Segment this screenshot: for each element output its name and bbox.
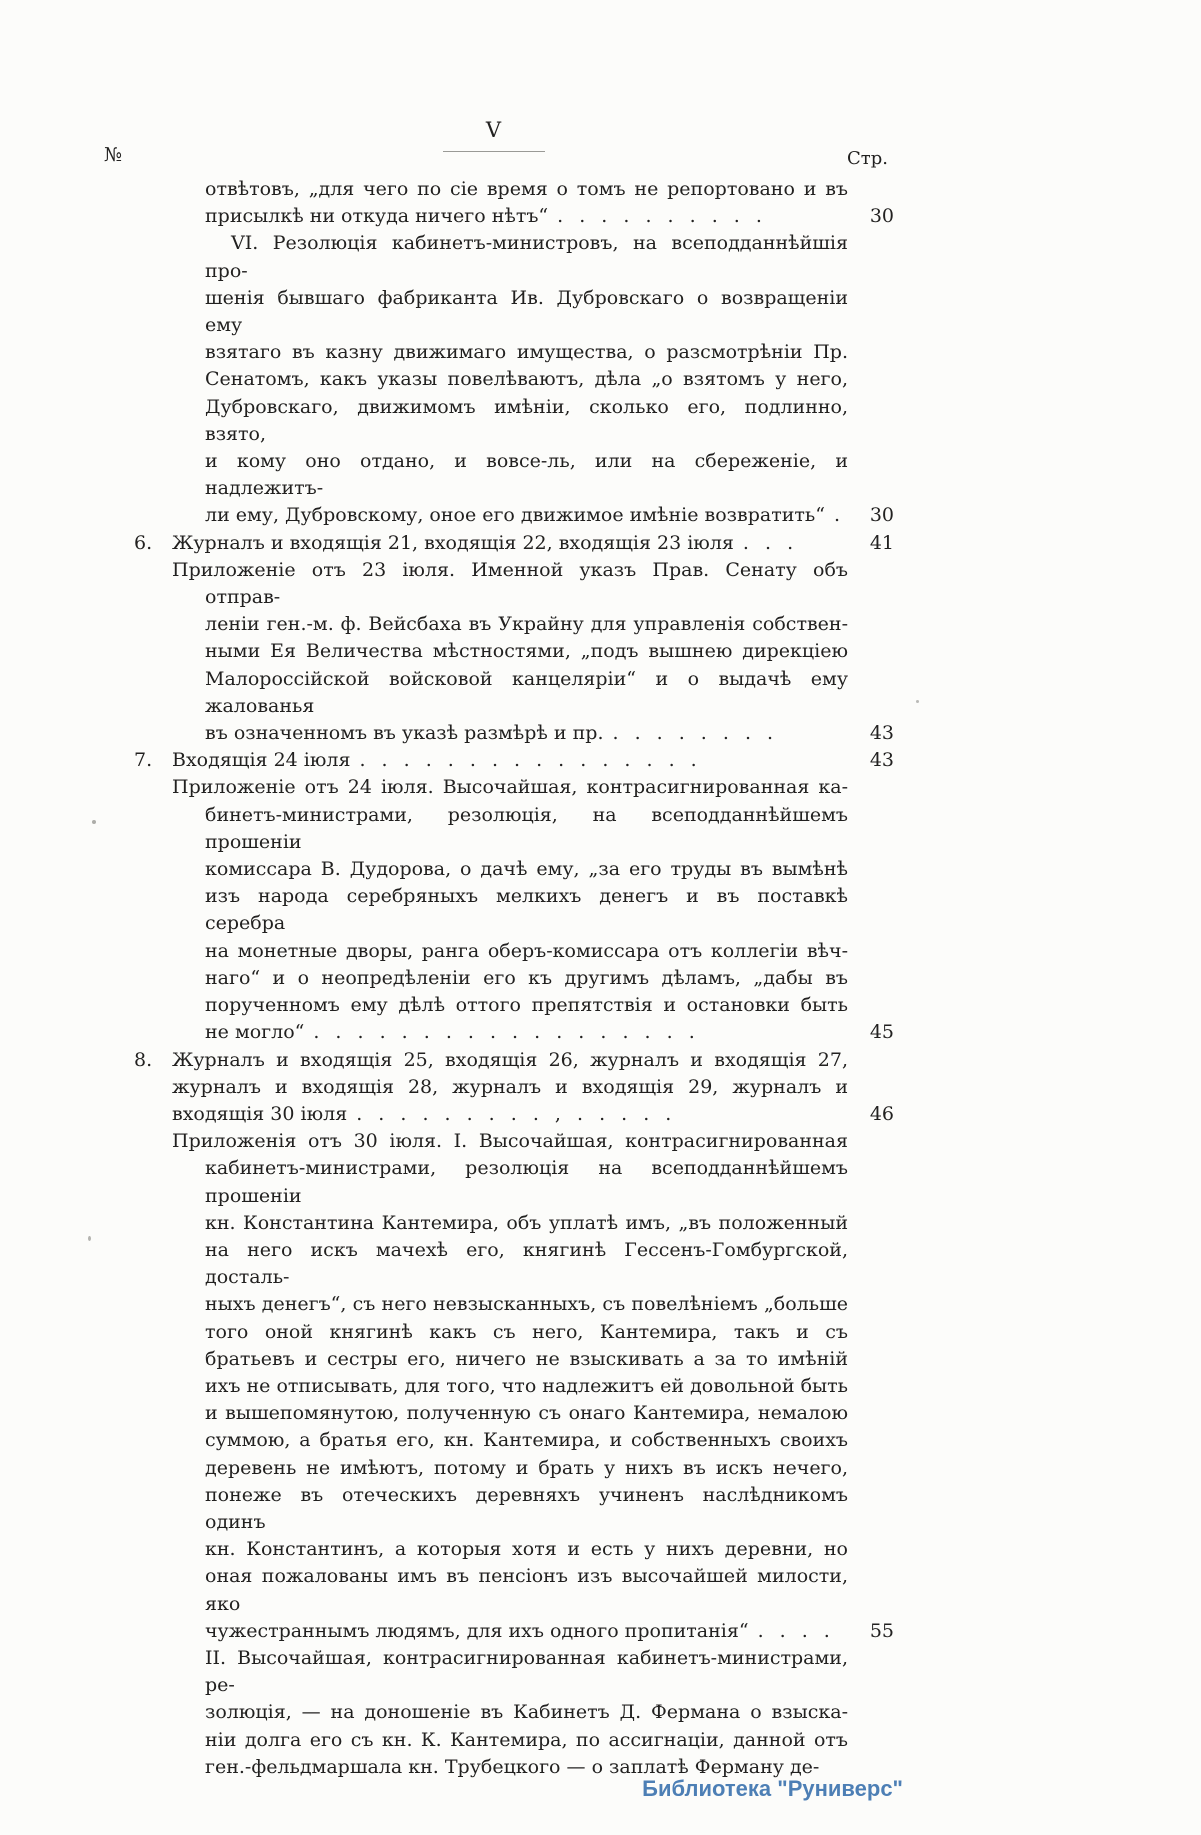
dot-leader: . . . . . . . . . .: [557, 205, 762, 228]
entry-page-number: 30: [869, 504, 894, 527]
entry-page-number: 46: [869, 1102, 894, 1125]
text-line: [205, 938, 848, 965]
line-text: комиссара В. Дудорова, о дачѣ ему, „за его труды въ вымѣнѣ: [205, 858, 848, 881]
toc-entry: [134, 1047, 894, 1129]
line-text: VI. Резолюція кабинетъ-министровъ, на всеподданнѣйшія про-: [205, 232, 848, 282]
line-text: входящія 30 іюля: [172, 1102, 348, 1125]
line-text: Сенатомъ, какъ указы повелѣваютъ, дѣла „о взятомъ у него,: [205, 368, 848, 391]
line-text: журналъ и входящія 28, журналъ и входящія 29, журналъ и: [172, 1075, 848, 1098]
line-text: взятаго въ казну движимаго имущества, о разсмотрѣніи Пр.: [205, 341, 848, 364]
dot-leader: . . .: [742, 531, 794, 554]
text-line: [205, 1618, 848, 1645]
line-text: Малороссійской войсковой канцеляріи“ и о выдачѣ ему жалованья: [205, 667, 848, 717]
text-line: [205, 1237, 848, 1291]
line-text: братьевъ и сестры его, ничего не взыскивать а за то имѣній: [205, 1347, 848, 1370]
text-line: [172, 774, 848, 801]
toc-entry: [134, 530, 894, 557]
dot-leader: . . . . . . . . . . . . . . . . . .: [313, 1021, 695, 1044]
line-text: леніи ген.-м. ф. Вейсбаха въ Украйну для управленія собствен-: [205, 613, 848, 636]
text-line: [205, 1536, 848, 1563]
text-line: [205, 1699, 848, 1726]
line-text: ныхъ денегъ“, съ него невзысканныхъ, съ повелѣніемъ „больше: [205, 1293, 848, 1316]
text-line: [205, 802, 848, 856]
line-text: оная пожалованы имъ въ пенсіонъ изъ высочайшей милости, яко: [205, 1565, 848, 1615]
line-text: кн. Константинъ, а которыя хотя и есть у нихъ деревни, но: [205, 1538, 848, 1561]
text-line: [205, 339, 848, 366]
line-text: суммою, а братья его, кн. Кантемира, и собственныхъ своихъ: [205, 1429, 848, 1452]
dot-leader: . . . . . . . . . . . . . . . .: [359, 749, 697, 772]
entry-page-number: 43: [869, 722, 894, 745]
entry-page-number: 55: [869, 1619, 894, 1642]
line-text: II. Высочайшая, контрасигнированная кабинетъ-министрами, ре-: [205, 1646, 848, 1697]
toc-entry: [172, 1128, 894, 1645]
text-line: [205, 203, 848, 230]
line-text: понеже въ отеческихъ деревняхъ учиненъ наслѣдникомъ одинъ: [205, 1483, 848, 1533]
page-header: [0, 0, 1201, 176]
line-text: Приложеніе отъ 23 іюля. Именной указъ Прав. Сенату объ отправ-: [172, 558, 848, 609]
line-text: Приложенія отъ 30 іюля. I. Высочайшая, контрасигнированная: [172, 1130, 848, 1153]
line-text: и вышепомянутою, полученную съ онаго Кантемира, немалою: [205, 1402, 848, 1425]
text-line: [205, 366, 848, 393]
toc-entry: [172, 1645, 848, 1781]
text-line: [172, 1128, 848, 1155]
text-line: [205, 1155, 848, 1209]
line-text: отвѣтовъ, „для чего по сіе время о томъ не репортовано и въ: [205, 178, 848, 200]
text-line: [205, 176, 848, 203]
entry-page-number: 43: [869, 749, 894, 772]
text-line: [205, 992, 848, 1019]
text-line: [205, 1427, 848, 1454]
entry-page-number: 41: [869, 531, 894, 554]
entry-page-number: 30: [869, 205, 894, 228]
text-line: [172, 747, 848, 774]
text-line: [172, 1101, 848, 1128]
toc-entry: [172, 176, 894, 230]
text-line: [205, 1291, 848, 1318]
dot-leader: . . . . . . . .: [612, 722, 774, 745]
library-watermark: Библиотека "Руниверс": [642, 1776, 903, 1801]
dot-leader: . . . .: [757, 1619, 830, 1642]
text-line: [205, 1482, 848, 1536]
text-line: [205, 230, 848, 284]
line-text: въ означенномъ въ указѣ размѣрѣ и пр.: [205, 722, 604, 745]
text-line: [205, 720, 848, 747]
text-line: [205, 1210, 848, 1237]
toc-entries: [134, 176, 894, 1781]
text-line: [172, 557, 848, 611]
line-text: кн. Константина Кантемира, объ уплатѣ имъ, „въ положенный: [205, 1211, 848, 1234]
line-text: Журналъ и входящія 21, входящія 22, входящія 23 іюля: [172, 531, 734, 554]
page-roman-numeral: V: [485, 118, 503, 142]
page-column-label: Стр.: [847, 148, 888, 169]
text-line: [205, 394, 848, 448]
dot-leader: .: [833, 504, 841, 527]
line-text: ихъ не отписывать, для того, что надлежитъ ей довольной быть: [205, 1374, 848, 1397]
toc-entry: [134, 747, 894, 774]
scan-speck: [92, 820, 96, 824]
entry-number: 8.: [134, 1048, 153, 1071]
text-line: [205, 1727, 848, 1754]
text-line: [205, 285, 848, 339]
line-text: бинетъ-министрами, резолюція, на всеподданнѣйшемъ прошеніи: [205, 803, 848, 853]
line-text: того оной княгинѣ какъ съ него, Кантемира, такъ и съ: [205, 1320, 848, 1343]
text-line: [205, 1645, 848, 1699]
text-line: [172, 1047, 848, 1074]
text-line: [205, 1319, 848, 1346]
entry-number: 6.: [134, 531, 153, 554]
text-line: [205, 965, 848, 992]
line-text: наго“ и о неопредѣленіи его къ другимъ дѣламъ, „дабы въ: [205, 966, 848, 989]
text-line: [205, 448, 848, 502]
line-text: на монетные дворы, ранга оберъ-комиссара отъ коллегіи вѣч-: [205, 939, 848, 962]
line-text: золюція, — на доношеніе въ Кабинетъ Д. Фермана о взыска-: [205, 1701, 848, 1724]
line-text: на него искъ мачехѣ его, княгинѣ Гессенъ-Гомбургской, досталь-: [205, 1238, 848, 1289]
toc-entry: [172, 557, 894, 747]
scan-speck: [916, 700, 919, 703]
toc-entry: [172, 774, 894, 1046]
text-line: [205, 611, 848, 638]
line-text: присылкѣ ни откуда ничего нѣтъ“: [205, 205, 549, 228]
text-line: [172, 530, 848, 557]
line-text: кабинетъ-министрами, резолюція на всеподданнѣйшемъ прошеніи: [205, 1157, 848, 1207]
entry-number: 7.: [134, 749, 153, 772]
line-text: изъ народа серебряныхъ мелкихъ денегъ и въ поставкѣ серебра: [205, 885, 848, 935]
text-line: [205, 666, 848, 720]
text-line: [205, 1019, 848, 1046]
text-line: [205, 1455, 848, 1482]
scan-speck: [88, 1236, 91, 1241]
line-text: порученномъ ему дѣлѣ оттого препятствія и остановки быть: [205, 994, 848, 1017]
line-text: шенія бывшаго фабриканта Ив. Дубровскаго о возвращеніи ему: [205, 286, 848, 337]
line-text: деревень не имѣютъ, потому и брать у нихъ въ искъ нечего,: [205, 1456, 848, 1479]
dot-leader: . . . . . . . . . , . . . . .: [356, 1102, 672, 1125]
header-rule: [443, 151, 545, 152]
line-text: ли ему, Дубровскому, оное его движимое имѣніе возвратить“: [205, 504, 825, 527]
line-text: ніи долга его съ кн. К. Кантемира, по ассигнаціи, данной отъ: [205, 1728, 848, 1751]
line-text: Входящія 24 іюля: [172, 749, 351, 772]
text-line: [205, 1346, 848, 1373]
text-line: [205, 638, 848, 665]
line-text: и кому оно отдано, и вовсе-ль, или на сбереженіе, и надлежитъ-: [205, 450, 848, 500]
text-line: [205, 502, 848, 529]
text-line: [205, 1400, 848, 1427]
line-text: чужестраннымъ людямъ, для ихъ одного пропитанія“: [205, 1619, 749, 1642]
text-line: [205, 1373, 848, 1400]
text-line: [205, 883, 848, 937]
text-line: [172, 1074, 848, 1101]
line-text: ными Ея Величества мѣстностями, „подъ вышнею дирекціею: [205, 640, 848, 663]
line-text: Приложеніе отъ 24 іюля. Высочайшая, контрасигнированная ка-: [172, 776, 848, 799]
entry-page-number: 45: [869, 1021, 894, 1044]
text-line: [205, 1563, 848, 1617]
number-column-label: №: [104, 144, 122, 166]
line-text: Журналъ и входящія 25, входящія 26, журналъ и входящія 27,: [172, 1048, 848, 1071]
line-text: не могло“: [205, 1021, 305, 1044]
toc-entry: [172, 230, 894, 529]
text-line: [205, 856, 848, 883]
line-text: Дубровскаго, движимомъ имѣніи, сколько его, подлинно, взято,: [205, 395, 848, 445]
line-text: ген.-фельдмаршала кн. Трубецкого — о заплатѣ Ферману де-: [205, 1755, 820, 1778]
